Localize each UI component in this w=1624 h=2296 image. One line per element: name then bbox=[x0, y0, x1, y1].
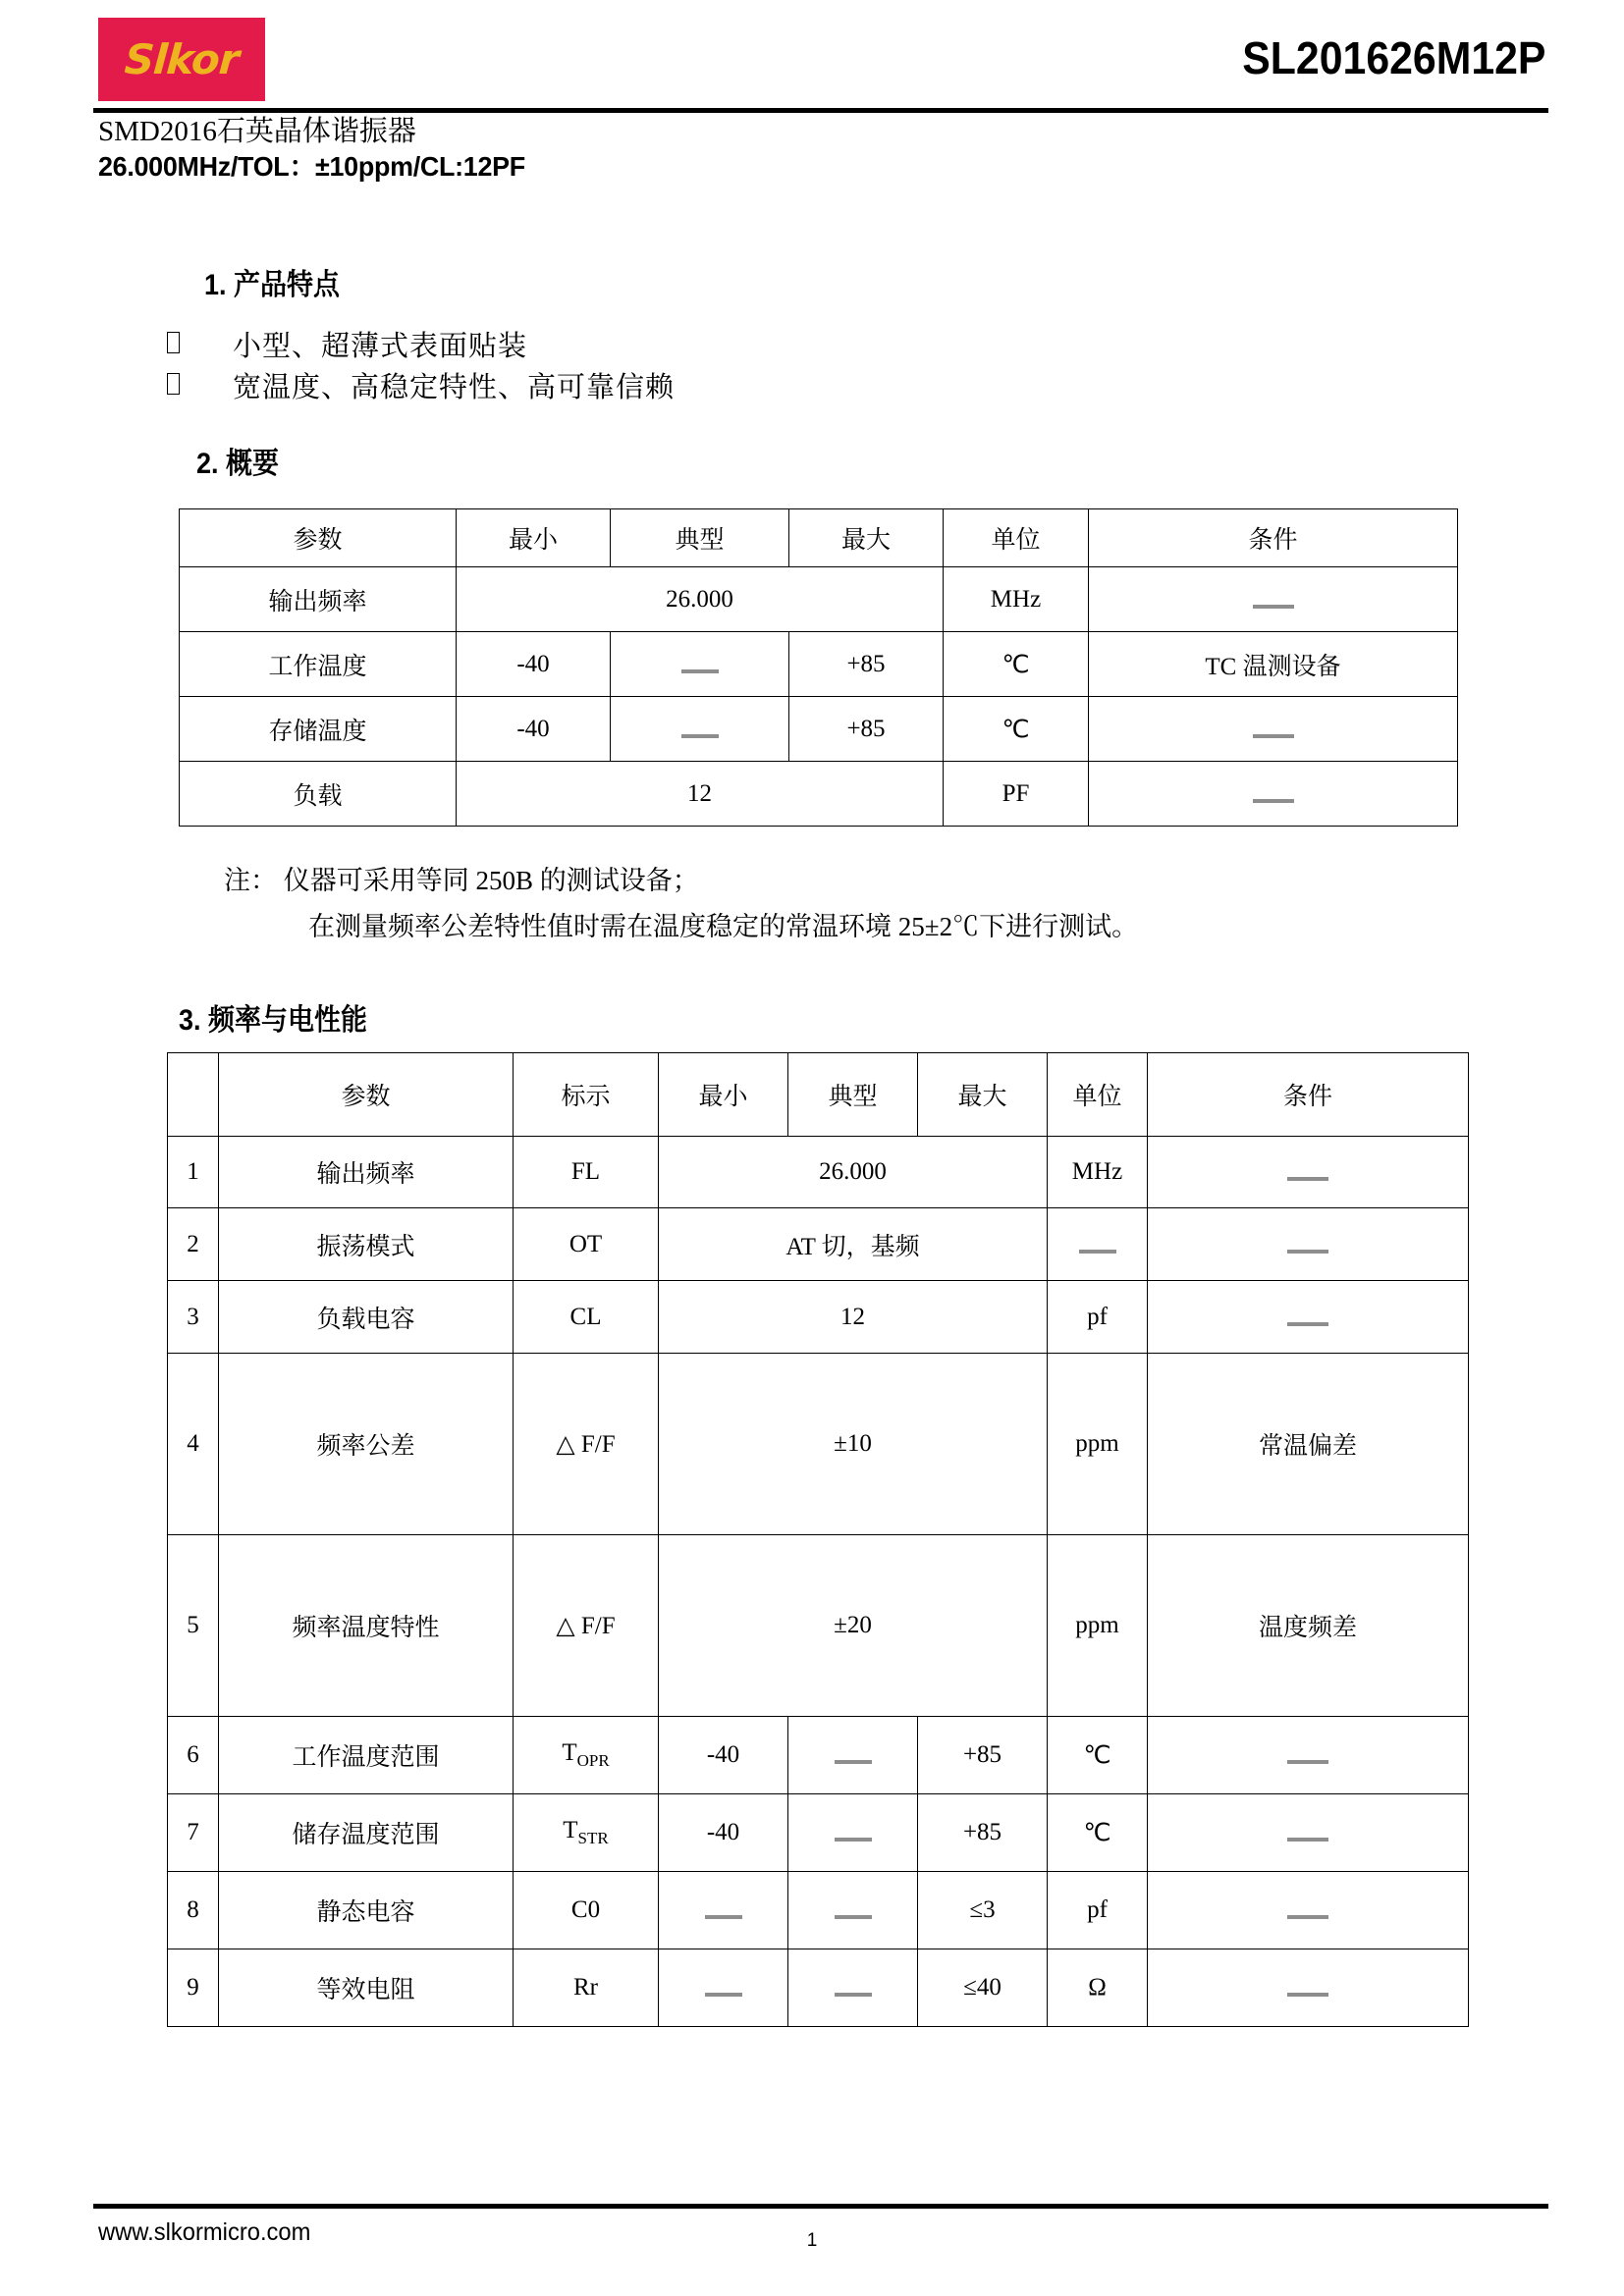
cell-condition bbox=[1148, 1794, 1469, 1872]
cell-index: 6 bbox=[168, 1717, 219, 1794]
empty-dash-icon bbox=[835, 1993, 872, 1997]
section-3-title: 3. 频率与电性能 bbox=[179, 1004, 368, 1037]
cell-max: +85 bbox=[918, 1717, 1048, 1794]
cell-condition bbox=[1148, 1872, 1469, 1949]
cell-param: 工作温度范围 bbox=[219, 1717, 514, 1794]
electrical-table bbox=[167, 1052, 1469, 2027]
footer-website-link[interactable]: www.slkormicro.com bbox=[98, 2218, 311, 2246]
bullet-box-icon bbox=[167, 373, 180, 395]
col-header-unit: 单位 bbox=[1048, 1053, 1148, 1137]
col-header-typ: 典型 bbox=[611, 509, 789, 567]
section-2-title: 2. 概要 bbox=[196, 448, 280, 480]
feature-text: 宽温度、高稳定特性、高可靠信赖 bbox=[233, 372, 676, 403]
col-header-max: 最大 bbox=[789, 509, 944, 567]
cell-span-value: AT 切，基频 bbox=[659, 1208, 1048, 1281]
product-spec-line: 26.000MHz/TOL：±10ppm/CL:12PF bbox=[98, 151, 525, 182]
empty-dash-icon bbox=[1287, 1322, 1328, 1326]
cell-max: +85 bbox=[918, 1794, 1048, 1872]
cell-index: 4 bbox=[168, 1354, 219, 1535]
cell-max: +85 bbox=[789, 697, 944, 762]
cell-span-value: 12 bbox=[457, 762, 944, 827]
cell-condition: 温度频差 bbox=[1148, 1535, 1469, 1717]
cell-typ bbox=[611, 632, 789, 697]
cell-index: 9 bbox=[168, 1949, 219, 2027]
cell-param: 负载 bbox=[180, 762, 457, 827]
table-row bbox=[168, 1281, 1469, 1354]
symbol-subscript: STR bbox=[577, 1829, 609, 1847]
cell-unit: ℃ bbox=[1048, 1717, 1148, 1794]
table-row bbox=[168, 1949, 1469, 2027]
overview-table bbox=[179, 508, 1458, 827]
table-row bbox=[168, 1717, 1469, 1794]
cell-index: 5 bbox=[168, 1535, 219, 1717]
cell-condition bbox=[1148, 1137, 1469, 1208]
cell-param: 频率温度特性 bbox=[219, 1535, 514, 1717]
cell-symbol: △ F/F bbox=[514, 1535, 659, 1717]
table-row bbox=[168, 1794, 1469, 1872]
empty-dash-icon bbox=[1079, 1250, 1116, 1254]
cell-symbol: CL bbox=[514, 1281, 659, 1354]
table-row bbox=[168, 1137, 1469, 1208]
cell-span-value: 12 bbox=[659, 1281, 1048, 1354]
symbol-base: T bbox=[562, 1739, 577, 1766]
cell-span-value: 26.000 bbox=[457, 567, 944, 632]
empty-dash-icon bbox=[1287, 1177, 1328, 1181]
table-row bbox=[168, 1208, 1469, 1281]
list-item bbox=[167, 365, 675, 406]
table-row bbox=[168, 1872, 1469, 1949]
cell-min: -40 bbox=[659, 1717, 788, 1794]
col-header-param: 参数 bbox=[180, 509, 457, 567]
col-header-min: 最小 bbox=[457, 509, 611, 567]
col-header-condition: 条件 bbox=[1089, 509, 1458, 567]
empty-dash-icon bbox=[705, 1993, 742, 1997]
cell-symbol bbox=[514, 1717, 659, 1794]
cell-param: 振荡模式 bbox=[219, 1208, 514, 1281]
symbol-subscript: OPR bbox=[576, 1751, 610, 1770]
cell-symbol: OT bbox=[514, 1208, 659, 1281]
cell-unit: ppm bbox=[1048, 1535, 1148, 1717]
cell-span-value: ±20 bbox=[659, 1535, 1048, 1717]
cell-index: 8 bbox=[168, 1872, 219, 1949]
cell-param: 储存温度范围 bbox=[219, 1794, 514, 1872]
col-header-index bbox=[168, 1053, 219, 1137]
empty-dash-icon bbox=[835, 1760, 872, 1764]
empty-dash-icon bbox=[1287, 1760, 1328, 1764]
cell-param: 工作温度 bbox=[180, 632, 457, 697]
overview-table-wrapper bbox=[179, 508, 1457, 827]
cell-condition bbox=[1148, 1717, 1469, 1794]
empty-dash-icon bbox=[1287, 1915, 1328, 1919]
header-divider bbox=[93, 108, 1548, 113]
cell-param: 存储温度 bbox=[180, 697, 457, 762]
col-header-symbol: 标示 bbox=[514, 1053, 659, 1137]
product-subtitle bbox=[98, 114, 543, 185]
empty-dash-icon bbox=[1287, 1838, 1328, 1842]
col-header-typ: 典型 bbox=[788, 1053, 918, 1137]
cell-param: 负载电容 bbox=[219, 1281, 514, 1354]
footer-page-number: 1 bbox=[806, 2230, 818, 2251]
page-header bbox=[0, 0, 1624, 116]
cell-unit: ℃ bbox=[944, 632, 1089, 697]
table-row bbox=[180, 632, 1458, 697]
cell-param: 静态电容 bbox=[219, 1872, 514, 1949]
cell-min: -40 bbox=[659, 1794, 788, 1872]
empty-dash-icon bbox=[705, 1915, 742, 1919]
cell-typ bbox=[788, 1717, 918, 1794]
cell-unit: ppm bbox=[1048, 1354, 1148, 1535]
cell-unit: MHz bbox=[1048, 1137, 1148, 1208]
electrical-table-wrapper bbox=[167, 1052, 1468, 2027]
table-row bbox=[180, 697, 1458, 762]
part-number-title: SL201626M12P bbox=[1241, 32, 1545, 83]
cell-span-value: ±10 bbox=[659, 1354, 1048, 1535]
bullet-box-icon bbox=[167, 332, 180, 353]
cell-min: -40 bbox=[457, 697, 611, 762]
empty-dash-icon bbox=[1287, 1250, 1328, 1254]
cell-param: 输出频率 bbox=[180, 567, 457, 632]
cell-min bbox=[659, 1872, 788, 1949]
empty-dash-icon bbox=[681, 734, 719, 738]
cell-unit: ℃ bbox=[944, 697, 1089, 762]
empty-dash-icon bbox=[835, 1838, 872, 1842]
cell-param: 频率公差 bbox=[219, 1354, 514, 1535]
cell-symbol: △ F/F bbox=[514, 1354, 659, 1535]
empty-dash-icon bbox=[835, 1915, 872, 1919]
cell-unit: PF bbox=[944, 762, 1089, 827]
col-header-min: 最小 bbox=[659, 1053, 788, 1137]
cell-typ bbox=[788, 1872, 918, 1949]
cell-min bbox=[659, 1949, 788, 2027]
cell-condition: 常温偏差 bbox=[1148, 1354, 1469, 1535]
cell-unit: pf bbox=[1048, 1281, 1148, 1354]
section-1-title: 1. 产品特点 bbox=[204, 269, 341, 301]
footer-divider bbox=[93, 2204, 1548, 2209]
cell-typ bbox=[788, 1949, 918, 2027]
product-type-line: SMD2016石英晶体谐振器 bbox=[98, 116, 416, 147]
cell-condition bbox=[1148, 1281, 1469, 1354]
empty-dash-icon bbox=[1253, 734, 1294, 738]
symbol-base: T bbox=[563, 1817, 578, 1843]
empty-dash-icon bbox=[1253, 799, 1294, 803]
cell-min: -40 bbox=[457, 632, 611, 697]
table-row bbox=[180, 567, 1458, 632]
cell-unit: MHz bbox=[944, 567, 1089, 632]
cell-unit: ℃ bbox=[1048, 1794, 1148, 1872]
cell-span-value: 26.000 bbox=[659, 1137, 1048, 1208]
cell-unit: Ω bbox=[1048, 1949, 1148, 2027]
cell-unit bbox=[1048, 1208, 1148, 1281]
cell-index: 1 bbox=[168, 1137, 219, 1208]
cell-param: 等效电阻 bbox=[219, 1949, 514, 2027]
logo-wordmark: Slkor bbox=[123, 34, 241, 83]
table-header-row bbox=[180, 509, 1458, 567]
col-header-max: 最大 bbox=[918, 1053, 1048, 1137]
col-header-unit: 单位 bbox=[944, 509, 1089, 567]
cell-symbol bbox=[514, 1794, 659, 1872]
cell-condition bbox=[1089, 567, 1458, 632]
cell-index: 7 bbox=[168, 1794, 219, 1872]
cell-condition: TC 温测设备 bbox=[1089, 632, 1458, 697]
note-line-2: 在测量频率公差特性值时需在温度稳定的常温环境 25±2℃下进行测试。 bbox=[308, 912, 1139, 941]
cell-max: +85 bbox=[789, 632, 944, 697]
measurement-note bbox=[224, 858, 1138, 950]
cell-typ bbox=[611, 697, 789, 762]
col-header-condition: 条件 bbox=[1148, 1053, 1469, 1137]
col-header-param: 参数 bbox=[219, 1053, 514, 1137]
cell-condition bbox=[1089, 762, 1458, 827]
list-item bbox=[167, 324, 675, 365]
cell-param: 输出频率 bbox=[219, 1137, 514, 1208]
feature-text: 小型、超薄式表面贴装 bbox=[233, 331, 528, 362]
cell-max: ≤40 bbox=[918, 1949, 1048, 2027]
cell-condition bbox=[1148, 1208, 1469, 1281]
empty-dash-icon bbox=[681, 669, 719, 673]
note-line-1: 注： 仪器可采用等同 250B 的测试设备； bbox=[224, 866, 699, 895]
feature-list bbox=[167, 324, 675, 406]
cell-symbol: FL bbox=[514, 1137, 659, 1208]
table-row bbox=[168, 1354, 1469, 1535]
table-row bbox=[180, 762, 1458, 827]
empty-dash-icon bbox=[1253, 605, 1294, 609]
cell-max: ≤3 bbox=[918, 1872, 1048, 1949]
cell-condition bbox=[1089, 697, 1458, 762]
company-logo bbox=[98, 18, 265, 101]
cell-unit: pf bbox=[1048, 1872, 1148, 1949]
cell-typ bbox=[788, 1794, 918, 1872]
cell-symbol: Rr bbox=[514, 1949, 659, 2027]
cell-symbol: C0 bbox=[514, 1872, 659, 1949]
table-row bbox=[168, 1535, 1469, 1717]
table-header-row bbox=[168, 1053, 1469, 1137]
cell-condition bbox=[1148, 1949, 1469, 2027]
cell-index: 3 bbox=[168, 1281, 219, 1354]
cell-index: 2 bbox=[168, 1208, 219, 1281]
empty-dash-icon bbox=[1287, 1993, 1328, 1997]
